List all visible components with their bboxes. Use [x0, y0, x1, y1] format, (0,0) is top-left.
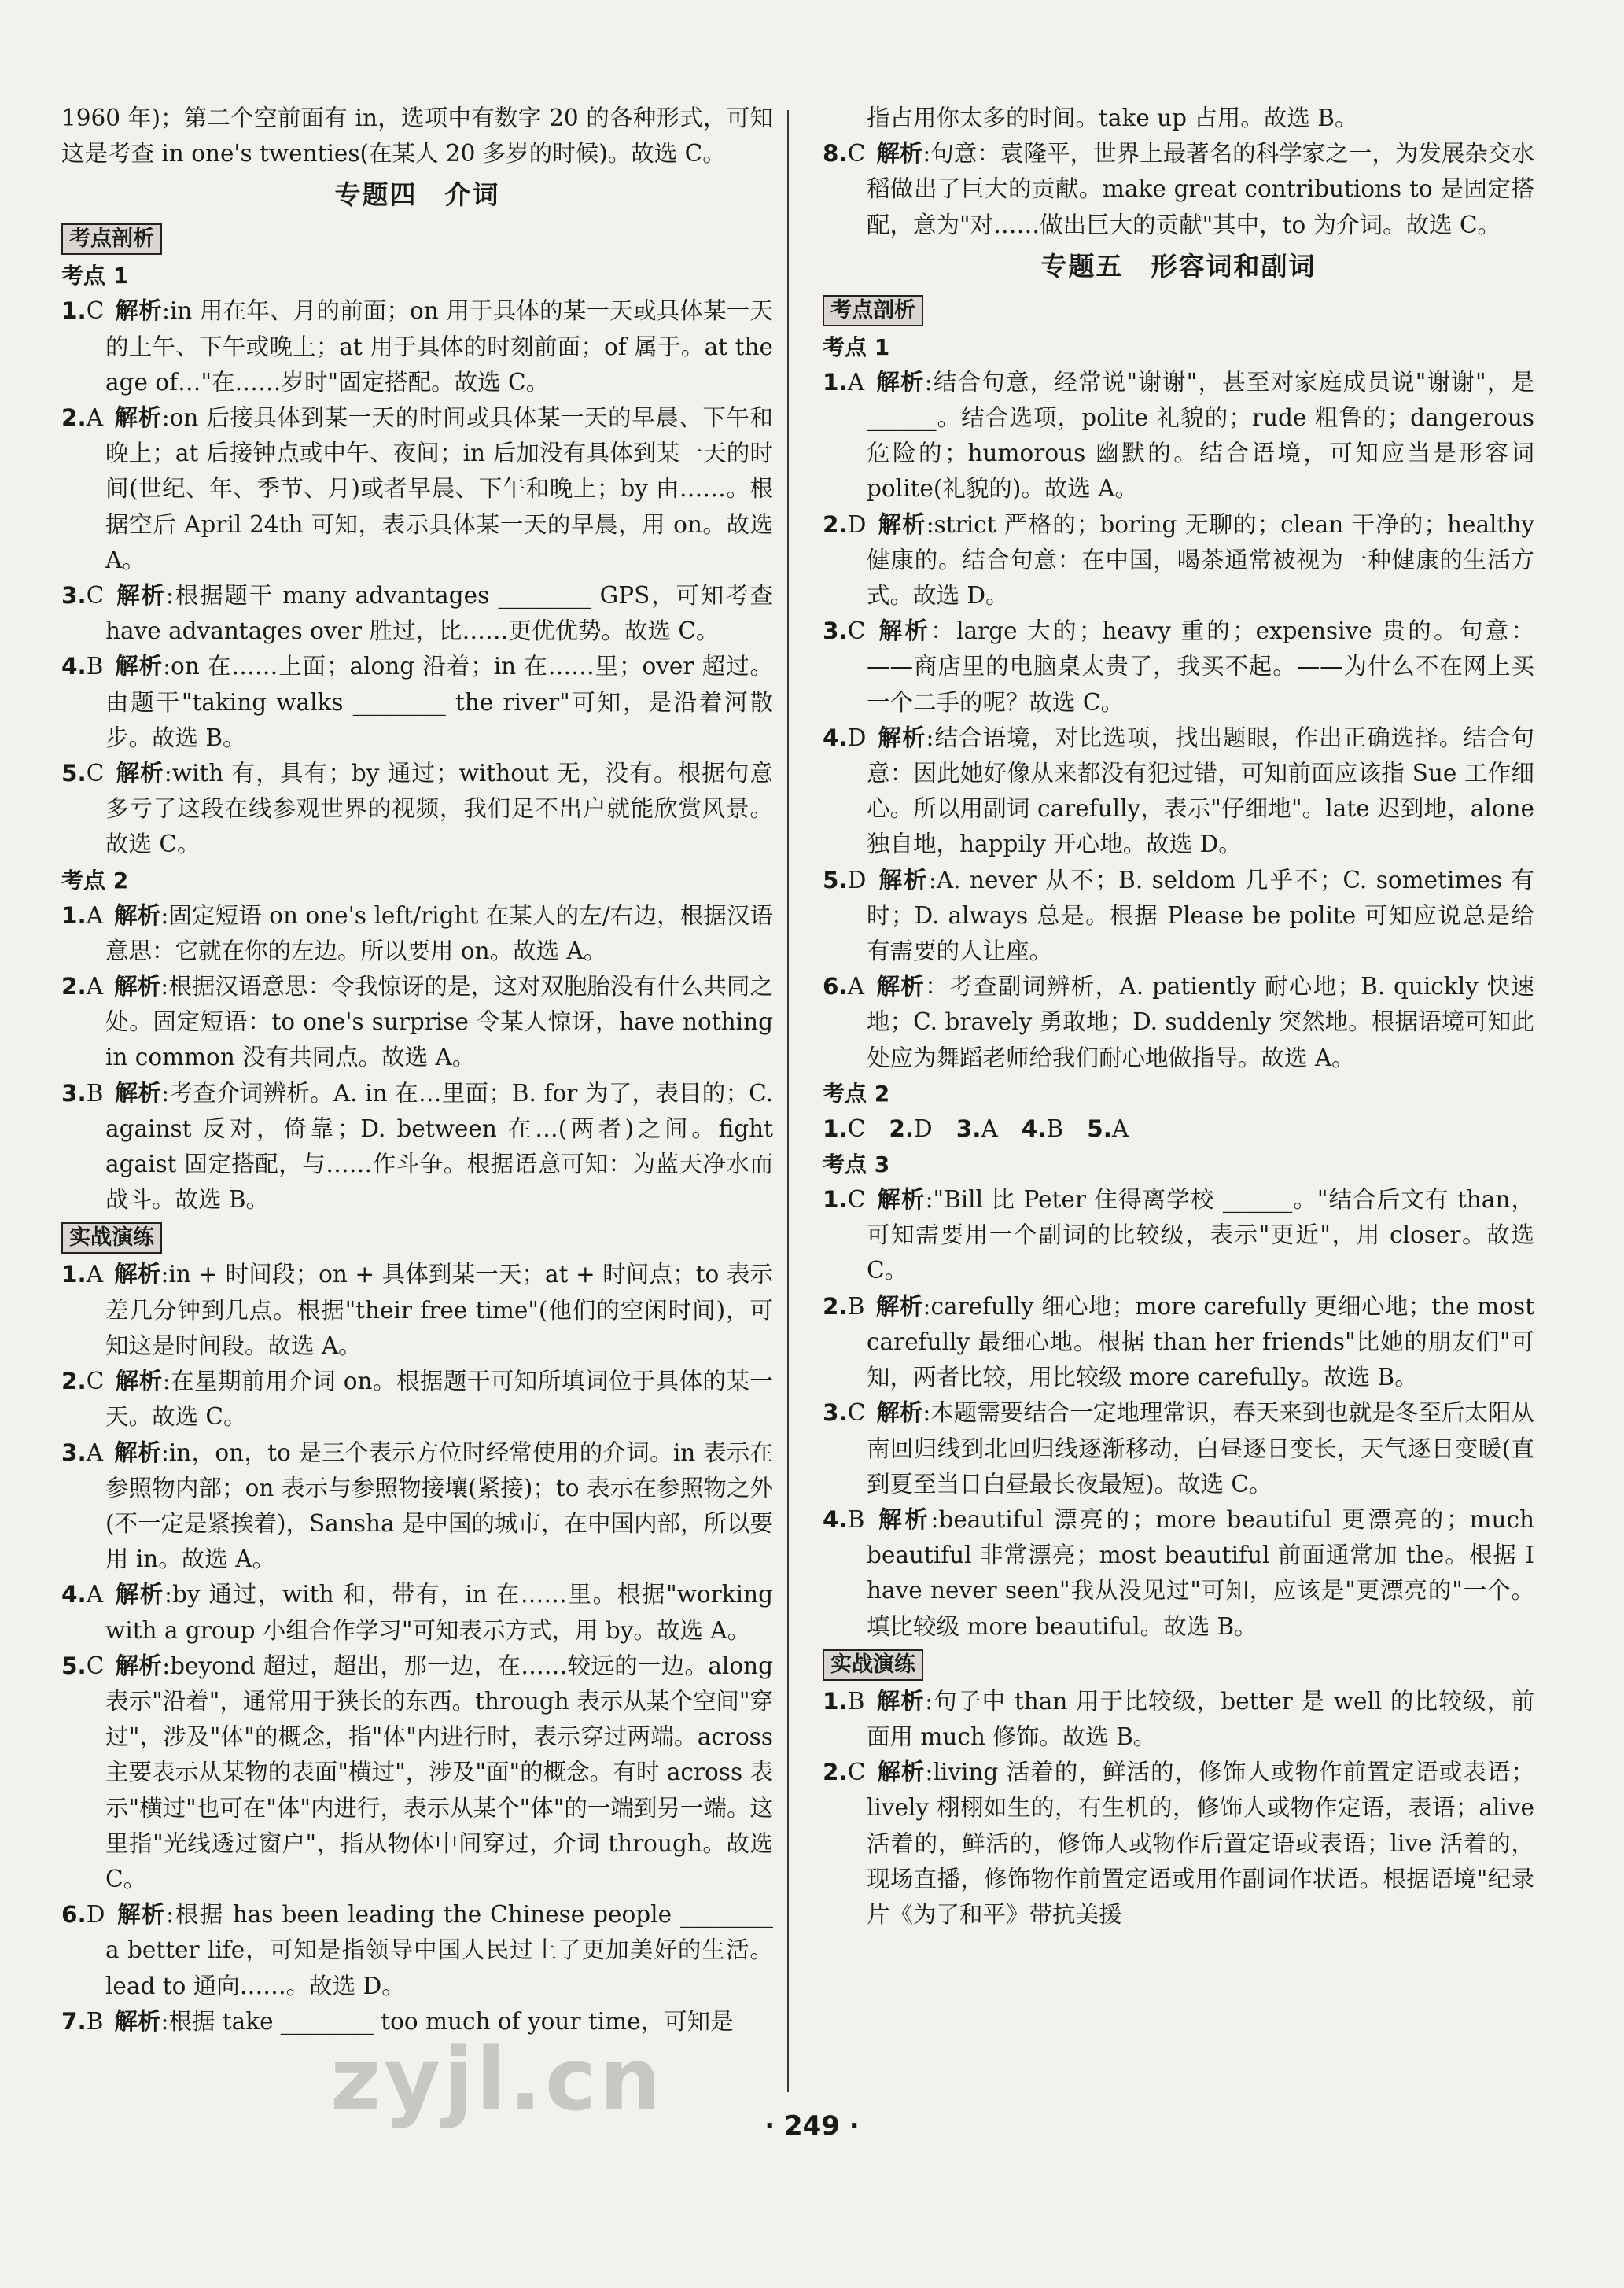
- analysis-text: :beyond 超过，超出，那一边，在……较远的一边。along 表示"沿着"，通常用于狭长的东西。through 表示从某个空间"穿过"，涉及"体"的概念，指"体"内进行时，表示穿过两端。across 主要表示从某物的表面"横过"，涉及"面"的概念。有时 across 表示"横过"也可在"体"内进行，表示从某个"体"的一端到另一端。这里指"光线透过窗户"，指从物体中间穿过，介词 through。故选 C。: [105, 1652, 773, 1892]
- analysis-label: 解析: [114, 1079, 162, 1107]
- analysis-label: 解析: [876, 617, 931, 645]
- analysis-label: 解析: [114, 901, 161, 929]
- item-number: 1.: [823, 1687, 848, 1715]
- continued-paragraph: 指占用你太多的时间。take up 占用。故选 B。: [867, 105, 1358, 131]
- answer-item: [823, 507, 1534, 614]
- answer-item: [61, 578, 773, 649]
- answer-letter: C: [847, 1186, 866, 1214]
- answer-letter: A: [86, 1261, 104, 1288]
- analysis-text: :on 后接具体到某一天的时间或具体某一天的早晨、下午和晚上；at 后接钟点或中午、夜间；in 后加没有具体到某一天的时间(世纪、年、季节、月)或者早晨、下午和晚上；by 由……。根据空后 April 24th 可知，表示具体某一天的早晨，用 on。故选 A。: [105, 404, 773, 573]
- continued-paragraph: 1960 年)；第二个空前面有 in，选项中有数字 20 的各种形式，可知这是考查 in one's twenties(在某人 20 多岁的时候)。故选 C。: [61, 105, 773, 168]
- answer-item: [61, 400, 773, 578]
- item-number: 5.: [823, 866, 848, 893]
- analysis-label: 解析: [875, 1505, 931, 1533]
- answer-letter: B: [86, 653, 104, 680]
- analysis-text: :in，on，to 是三个表示方位时经常使用的介词。in 表示在参照物内部；on 表示与参照物接壤(紧接)；to 表示在参照物之外(不一定是紧挨着)，Sansha 是中国的城市，在中国内部，所以要用 in。故选 A。: [105, 1439, 773, 1573]
- analysis-label: 解析: [114, 2007, 161, 2035]
- answer-item: [823, 1502, 1534, 1645]
- analysis-label: 解析: [876, 1759, 926, 1786]
- analysis-text: :beautiful 漂亮的；more beautiful 更漂亮的；much beautiful 非常漂亮；most beautiful 前面通常加 the。根据 I have never seen"我从没见过"可知，应该是"更漂亮的"一个。填比较级 more beautiful。故选 B。: [867, 1505, 1534, 1640]
- analysis-label: 解析: [115, 1368, 163, 1395]
- answer-letter: D: [847, 510, 867, 538]
- item-number: 8.: [823, 140, 848, 168]
- answer-letter: C: [847, 1115, 866, 1142]
- analysis-label: 解析: [876, 1399, 923, 1427]
- point-label: 考点 2: [61, 867, 129, 893]
- answer-item: [61, 898, 773, 969]
- analysis-text: :根据 take ________ too much of your time，可知是: [160, 2007, 734, 2035]
- analysis-text: :句子中 than 用于比较级，better 是 well 的比较级，前面用 much 修饰。故选 B。: [867, 1687, 1534, 1750]
- topic-title: 专题五 形容词和副词: [1040, 250, 1317, 282]
- answer-letter: A: [847, 973, 865, 1000]
- item-number: 2.: [823, 1759, 848, 1786]
- analysis-text: :living 活着的，鲜活的，修饰人或物作前置定语或表语；lively 栩栩如生的，有生机的，修饰人或物作定语，表语；alive 活着的，鲜活的，修饰人或物作后置定语或表语；live 活着的，现场直播，修饰物作前置定语或用作副词作状语。根据语境"纪录片《为了和平》带抗美援: [867, 1759, 1534, 1928]
- answer-letter: C: [86, 760, 105, 787]
- point-label: 考点 1: [61, 263, 129, 289]
- answer-item: [823, 1684, 1534, 1755]
- point-label: 考点 2: [823, 1080, 890, 1107]
- answer-item: [61, 756, 773, 863]
- answer-letter: C: [86, 297, 105, 325]
- analysis-label: 解析: [115, 582, 166, 610]
- answer-item: [823, 720, 1534, 863]
- item-number: 3.: [823, 617, 848, 645]
- answer-letter: A: [981, 1115, 998, 1142]
- answer-item: [823, 969, 1534, 1076]
- analysis-label: 解析: [114, 1581, 164, 1608]
- answer-item: [823, 136, 1534, 243]
- answer-letter: C: [847, 140, 866, 168]
- analysis-text: :考查介词辨析。A. in 在…里面；B. for 为了，表目的；C. against 反对，倚靠；D. between 在…(两者)之间。fight agaist 固定搭配，与……作斗争。根据语意可知：为蓝天净水而战斗。故选 B。: [105, 1079, 773, 1214]
- item-number: 1.: [823, 1115, 848, 1142]
- answer-item: [61, 1076, 773, 1218]
- left-column: [61, 101, 773, 2039]
- analysis-label: 解析: [875, 973, 926, 1000]
- answer-item: [61, 969, 773, 1076]
- item-number: 2.: [61, 404, 87, 432]
- analysis-label: 解析: [877, 510, 926, 538]
- answer-letter: B: [847, 1505, 865, 1533]
- answer-letter: B: [847, 1292, 865, 1320]
- answer-letter: B: [1046, 1115, 1064, 1142]
- column-divider: [787, 110, 789, 2092]
- item-number: 3.: [956, 1115, 981, 1142]
- analysis-text: ：考查副词辨析，A. patiently 耐心地；B. quickly 快速地；C. bravely 勇敢地；D. suddenly 突然地。根据语境可知此处应为舞蹈老师给我们耐心地做指导。故选 A。: [867, 973, 1534, 1071]
- analysis-label: 解析: [115, 760, 164, 787]
- answer-item: [61, 1897, 773, 2004]
- answer-item: [61, 649, 773, 756]
- analysis-text: :with 有，具有；by 通过；without 无，没有。根据句意多亏了这段在线参观世界的视频，我们足不出户就能欣赏风景。故选 C。: [105, 760, 773, 858]
- section-label: 实战演练: [61, 1222, 162, 1254]
- answer-letter: C: [847, 1399, 866, 1427]
- item-number: 7.: [61, 2007, 87, 2035]
- answer-item: [61, 1257, 773, 1364]
- section-label-row: [823, 1645, 1534, 1684]
- answer-letter: B: [847, 1687, 865, 1715]
- item-number: 1.: [61, 297, 87, 325]
- answer-letter: C: [86, 1368, 105, 1395]
- section-label: 考点剖析: [823, 295, 923, 326]
- item-number: 5.: [1087, 1115, 1112, 1142]
- item-number: 1.: [823, 1186, 848, 1214]
- analysis-text: :根据题干 many advantages ________ GPS，可知考查 have advantages over 胜过，比……更优优势。故选 C。: [105, 582, 773, 645]
- analysis-text: :在星期前用介词 on。根据题干可知所填词位于具体的某一天。故选 C。: [105, 1368, 773, 1431]
- answer-letter: D: [847, 724, 867, 751]
- analysis-label: 解析: [875, 1687, 926, 1715]
- analysis-label: 解析: [114, 1439, 161, 1466]
- item-number: 3.: [823, 1399, 848, 1427]
- item-number: 3.: [61, 1079, 87, 1107]
- item-number: 4.: [1021, 1115, 1047, 1142]
- item-number: 3.: [61, 1439, 87, 1466]
- answer-item: [823, 365, 1534, 507]
- answer-letter: A: [86, 1439, 104, 1466]
- analysis-label: 解析: [114, 653, 164, 680]
- answer-letter: C: [86, 1652, 105, 1679]
- analysis-label: 解析: [116, 1901, 167, 1929]
- point-label: 考点 3: [823, 1151, 890, 1178]
- section-label-row: [61, 1218, 773, 1257]
- section-label: 实战演练: [823, 1649, 923, 1681]
- answer-letter: C: [847, 1759, 866, 1786]
- analysis-text: :in 用在年、月的前面；on 用于具体的某一天或具体某一天的上午、下午或晚上；at 用于具体的时刻前面；of 属于。at the age of…"在……岁时"固定搭配。故选 C。: [105, 297, 773, 396]
- answer-letter: C: [847, 617, 866, 645]
- item-number: 1.: [61, 1261, 87, 1288]
- section-label-row: [823, 290, 1534, 330]
- answer-item: [61, 1435, 773, 1578]
- topic-title: 专题四 介词: [334, 179, 500, 211]
- item-number: 4.: [61, 1581, 87, 1608]
- item-number: 2.: [823, 510, 848, 538]
- answer-letter: A: [1111, 1115, 1129, 1142]
- analysis-text: :本题需要结合一定地理常识，春天来到也就是冬至后太阳从南回归线到北回归线逐渐移动，白昼逐日变长，天气逐日变暖(直到夏至当日白昼最长夜最短)。故选 C。: [867, 1399, 1534, 1498]
- item-number: 4.: [823, 724, 848, 751]
- item-number: 4.: [823, 1505, 848, 1533]
- analysis-text: :in + 时间段；on + 具体到某一天；at + 时间点；to 表示差几分钟到几点。根据"their free time"(他们的空闲时间)，可知这是时间段。故选 A。: [105, 1261, 773, 1359]
- item-number: 6.: [61, 1901, 87, 1929]
- item-number: 1.: [61, 901, 87, 929]
- point-label: 考点 1: [823, 333, 890, 360]
- answer-letter: A: [86, 973, 104, 1000]
- analysis-label: 解析: [115, 297, 162, 325]
- analysis-text: :strict 严格的；boring 无聊的；clean 干净的；healthy 健康的。结合句意：在中国，喝茶通常被视为一种健康的生活方式。故选 D。: [867, 510, 1534, 610]
- answer-letter: A: [86, 404, 104, 432]
- answer-item: [61, 1649, 773, 1897]
- item-number: 3.: [61, 582, 87, 610]
- answer-item: [823, 1182, 1534, 1289]
- item-number: 4.: [61, 653, 87, 680]
- analysis-label: 解析: [114, 1261, 161, 1288]
- analysis-label: 解析: [875, 368, 925, 396]
- answer-item: [823, 613, 1534, 720]
- answer-item: [61, 293, 773, 400]
- analysis-label: 解析: [877, 866, 929, 893]
- analysis-text: :固定短语 on one's left/right 在某人的左/右边，根据汉语意思：它就在你的左边。所以要用 on。故选 A。: [105, 901, 773, 964]
- watermark-logo: zyjl.cn: [330, 2029, 665, 2130]
- answer-item: [823, 1755, 1534, 1932]
- analysis-text: ：large 大的；heavy 重的；expensive 贵的。句意：——商店里的电脑桌太贵了，我买不起。——为什么不在网上买一个二手的呢？故选 C。: [867, 617, 1534, 716]
- answer-item: [823, 1395, 1534, 1502]
- answer-letter: D: [847, 866, 867, 893]
- answer-letter: C: [86, 582, 105, 610]
- section-label-row: [61, 219, 773, 258]
- item-number: 6.: [823, 973, 848, 1000]
- analysis-text: :句意：袁隆平，世界上最著名的科学家之一，为发展杂交水稻做出了巨大的贡献。make great contributions to 是固定搭配，意为"对……做出巨大的贡献"其中，to 为介词。故选 C。: [867, 140, 1534, 238]
- answer-letter: A: [847, 368, 865, 396]
- analysis-text: :"Bill 比 Peter 住得离学校 ______。"结合后文有 than，可知需要用一个副词的比较级，表示"更近"，用 closer。故选 C。: [867, 1186, 1534, 1284]
- item-number: 2.: [889, 1115, 915, 1142]
- analysis-text: :carefully 细心地；more carefully 更细心地；the most carefully 最细心地。根据 than her friends"比她的朋友们"可知，两者比较，用比较级 more carefully。故选 B。: [867, 1292, 1534, 1391]
- analysis-text: :on 在……上面；along 沿着；in 在……里；over 超过。由题干"taking walks ________ the river"可知，是沿着河散步。故选 B。: [105, 653, 773, 751]
- answer-letter: A: [86, 1581, 104, 1608]
- section-label: 考点剖析: [61, 223, 162, 255]
- answer-list: [823, 1111, 1534, 1147]
- item-number: 2.: [61, 1368, 87, 1395]
- analysis-text: :by 通过，with 和，带有，in 在……里。根据"working with a group 小组合作学习"可知表示方式，用 by。故选 A。: [105, 1581, 773, 1644]
- analysis-label: 解析: [877, 724, 926, 751]
- analysis-label: 解析: [114, 404, 162, 432]
- answer-item: [823, 863, 1534, 970]
- answer-item: [823, 1289, 1534, 1396]
- answer-letter: D: [86, 1901, 105, 1929]
- answer-letter: B: [86, 1079, 104, 1107]
- analysis-label: 解析: [115, 1652, 163, 1679]
- analysis-text: :A. never 从不；B. seldom 几乎不；C. sometimes 有时；D. always 总是。根据 Please be polite 可知应说总是给有需要的人让座。: [867, 866, 1534, 965]
- analysis-label: 解析: [876, 1186, 926, 1214]
- answer-letter: D: [914, 1115, 933, 1142]
- item-number: 2.: [61, 973, 87, 1000]
- answer-item: [61, 1577, 773, 1648]
- analysis-label: 解析: [114, 973, 161, 1000]
- analysis-text: :根据 has been leading the Chinese people ________ a better life，可知是指领导中国人民过上了更加美好的生活。lead to 通向……。故选 D。: [105, 1901, 773, 1999]
- answer-letter: A: [86, 901, 104, 929]
- item-number: 5.: [61, 1652, 87, 1679]
- analysis-label: 解析: [876, 140, 923, 168]
- answer-item: [61, 1364, 773, 1435]
- item-number: 2.: [823, 1292, 848, 1320]
- analysis-text: :根据汉语意思：令我惊讶的是，这对双胞胎没有什么共同之处。固定短语：to one's surprise 令某人惊讶，have nothing in common 没有共同点。故选 A。: [105, 973, 773, 1071]
- analysis-text: :结合语境，对比选项，找出题眼，作出正确选择。结合句意：因此她好像从来都没有犯过错，可知前面应该指 Sue 工作细心。所以用副词 carefully，表示"仔细地"。late 迟到地，alone 独自地，happily 开心地。故选 D。: [867, 724, 1534, 858]
- page-number: · 249 ·: [764, 2110, 860, 2142]
- analysis-text: :结合句意，经常说"谢谢"，甚至对家庭成员说"谢谢"，是 ______。结合选项，polite 礼貌的；rude 粗鲁的；dangerous 危险的；humorous 幽默的。结合语境，可知应当是形容词 polite(礼貌的)。故选 A。: [867, 368, 1534, 503]
- item-number: 1.: [823, 368, 848, 396]
- item-number: 5.: [61, 760, 87, 787]
- answer-letter: B: [86, 2007, 104, 2035]
- right-column: [823, 101, 1534, 1932]
- analysis-label: 解析: [875, 1292, 923, 1320]
